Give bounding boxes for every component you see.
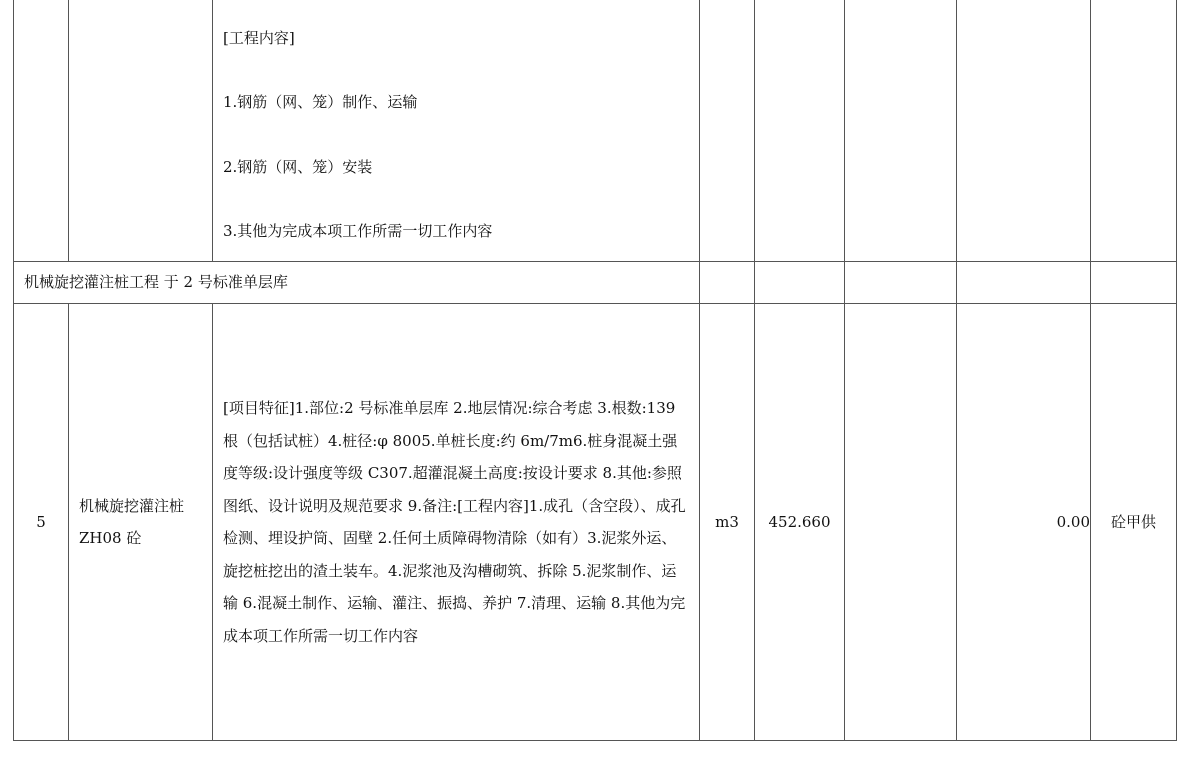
item-row (14, 304, 1177, 741)
section-unit-price-cell (845, 262, 957, 304)
item-description-cell (213, 304, 700, 741)
item-unit-price-cell (845, 304, 957, 741)
item-quantity-cell (755, 304, 845, 741)
cont-quantity-cell (755, 0, 845, 262)
item-amount: 0.00 (1056, 512, 1090, 531)
cont-unit-price-cell (845, 0, 957, 262)
section-unit-cell (700, 262, 755, 304)
item-unit: m3 (715, 512, 739, 531)
cont-remark-cell (1091, 0, 1177, 262)
section-quantity-cell (755, 262, 845, 304)
bill-table (13, 0, 1177, 741)
section-row (14, 262, 1177, 304)
item-no-cell (14, 304, 69, 741)
cont-amount-cell (957, 0, 1091, 262)
continuation-row (14, 0, 1177, 262)
item-quantity: 452.660 (768, 512, 831, 531)
cont-description-cell (213, 0, 700, 262)
item-no: 5 (36, 512, 46, 531)
work-content-item: 2.钢筋（网、笼）安装 (223, 157, 373, 176)
cont-name-cell (69, 0, 213, 262)
section-amount-cell (957, 262, 1091, 304)
work-content-header: [工程内容] (223, 29, 295, 47)
item-remark-cell (1091, 304, 1177, 741)
cont-no-cell (14, 0, 69, 262)
cont-unit-cell (700, 0, 755, 262)
section-remark-cell (1091, 262, 1177, 304)
item-remark: 砼甲供 (1110, 512, 1156, 531)
bill-of-quantities-sheet (13, 0, 1176, 741)
work-content-item: 3.其他为完成本项工作所需一切工作内容 (223, 221, 493, 240)
work-content-item: 1.钢筋（网、笼）制作、运输 (223, 93, 418, 112)
section-title: 机械旋挖灌注桩工程 于 2 号标准单层库 (24, 273, 288, 291)
item-unit-cell (700, 304, 755, 741)
item-name-cell (69, 304, 213, 741)
item-amount-cell (957, 304, 1091, 741)
section-title-cell (14, 262, 700, 304)
item-name: 机械旋挖灌注桩 ZH08 砼 (79, 497, 185, 547)
item-description: [项目特征]1.部位:2 号标准单层库 2.地层情况:综合考虑 3.根数:139 根（包括试桩）4.桩径:φ 8005.单桩长度:约 6m/7m6.桩身混凝土强度等级:设计强度等级 C307.超灌混凝土高度:按设计要求 8.其他:参照图纸、设计说明及规范要求 9.备注:[工程内容]1.成孔（含空段）、成孔检测、埋设护筒、固壁 2.任何土质障碍物清除（如有）3.泥浆外运、旋挖桩挖出的渣土装车。4.泥浆池及沟槽砌筑、拆除 5.泥浆制作、运输 6.混凝土制作、运输、灌注、振捣、养护 7.清理、运输 8.其他为完成本项工作所需一切工作内容 (223, 399, 686, 645)
